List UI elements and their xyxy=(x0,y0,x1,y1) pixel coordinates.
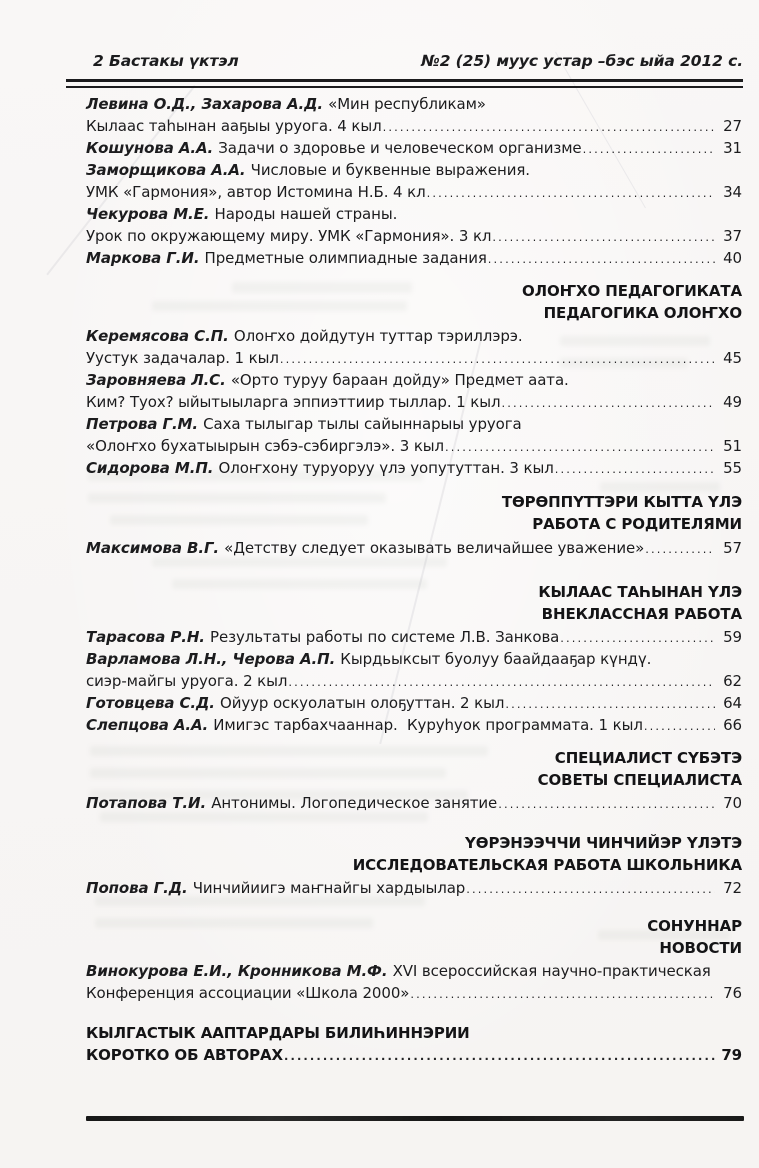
page-number: 34 xyxy=(723,183,742,201)
entry-title: Кылаас таһынан ааҕыы уруога. 4 кыл xyxy=(86,117,382,135)
page-number: 31 xyxy=(723,139,742,157)
section-title: ПЕДАГОГИКА ОЛОҤХО xyxy=(543,304,742,322)
section-title: СПЕЦИАЛИСТ СҮБЭТЭ xyxy=(554,749,742,767)
toc-entry-line xyxy=(86,347,742,369)
page-number: 70 xyxy=(723,794,742,812)
entry-title: Ким? Туох? ыйытыыларга эппиэттиир тыллар. 1 кыл xyxy=(86,393,501,411)
toc-entry xyxy=(86,413,742,457)
section-heading-line xyxy=(86,280,742,302)
dot-leader xyxy=(427,181,715,204)
entry-title: Уустук задачалар. 1 кыл xyxy=(86,349,279,367)
dot-leader xyxy=(501,391,715,414)
header-double-rule xyxy=(66,79,743,88)
toc-entry-line xyxy=(86,115,742,137)
toc-entry xyxy=(86,537,742,559)
dot-leader xyxy=(498,792,715,815)
author-name: Заровняева Л.С. xyxy=(86,371,231,389)
entry-title: Чинчийиигэ маҥнайгы хардыылар xyxy=(192,879,466,897)
dot-leader xyxy=(284,1044,715,1067)
entry-title: Конференция ассоциации «Школа 2000» xyxy=(86,984,410,1002)
page-number: 27 xyxy=(723,117,742,135)
dot-leader xyxy=(583,137,715,160)
author-name: Маркова Г.И. xyxy=(86,249,205,267)
dot-leader xyxy=(466,877,715,900)
entry-title: «Олоҥхо бухатыырын сэбэ-сэбиргэлэ». 3 кыл xyxy=(86,437,445,455)
entry-title: Олоҥхо дойдутун туттар тэриллэрэ. xyxy=(233,327,523,345)
dot-leader xyxy=(644,714,715,737)
dot-leader xyxy=(445,435,715,458)
page-number: 59 xyxy=(723,628,742,646)
page-number: 49 xyxy=(723,393,742,411)
author-name: Тарасова Р.Н. xyxy=(86,628,211,646)
author-name: Винокурова Е.И., Кронникова М.Ф. xyxy=(86,962,393,980)
toc-entry-line xyxy=(86,435,742,457)
author-name: Левина О.Д., Захарова А.Д. xyxy=(86,95,329,113)
author-name: Слепцова А.А. xyxy=(86,716,214,734)
section-heading xyxy=(86,747,742,791)
toc-entry xyxy=(86,457,742,479)
dot-leader xyxy=(505,692,715,715)
section-title: ҮӨРЭНЭЭЧЧИ ЧИНЧИЙЭР ҮЛЭТЭ xyxy=(465,834,742,852)
dot-leader xyxy=(288,670,715,693)
section-heading xyxy=(86,280,742,324)
section-title: ОЛОҤХО ПЕДАГОГИКАТА xyxy=(521,282,742,300)
page-number: 40 xyxy=(723,249,742,267)
toc-entry-line xyxy=(86,369,742,391)
toc-entry xyxy=(86,159,742,203)
toc-entry xyxy=(86,137,742,159)
entry-title: Предметные олимпиадные задания xyxy=(204,249,487,267)
author-name: Готовцева С.Д. xyxy=(86,694,220,712)
toc-entry xyxy=(86,325,742,369)
toc-entry xyxy=(86,369,742,413)
section-heading-line xyxy=(86,769,742,791)
section-heading-line xyxy=(86,854,742,876)
author-name: Керемясова С.П. xyxy=(86,327,234,345)
author-name: Попова Г.Д. xyxy=(86,879,193,897)
toc-entry xyxy=(86,792,742,814)
toc-entry-line xyxy=(86,247,742,269)
toc-entry-line xyxy=(86,692,742,714)
author-name: Максимова В.Г. xyxy=(86,539,225,557)
entry-title: сиэр-майгы уруога. 2 кыл xyxy=(86,672,288,690)
section-heading-line xyxy=(86,915,742,937)
entry-title: «Детству следует оказывать величайшее уважение» xyxy=(224,539,645,557)
entry-title: «Орто туруу бараан дойду» Предмет аата. xyxy=(230,371,569,389)
page-number: 66 xyxy=(723,716,742,734)
toc-entry xyxy=(86,93,742,137)
page-number: 76 xyxy=(723,984,742,1002)
author-name: Потапова Т.И. xyxy=(86,794,212,812)
section-heading-line xyxy=(86,513,742,535)
entry-title: Кырдьыксыт буолуу баайдааҕар күндү. xyxy=(340,650,652,668)
toc-entry xyxy=(86,247,742,269)
section-heading-line xyxy=(86,603,742,625)
section-title: ИССЛЕДОВАТЕЛЬСКАЯ РАБОТА ШКОЛЬНИКА xyxy=(352,856,742,874)
toc-entry-line xyxy=(86,159,742,181)
dot-leader xyxy=(410,982,715,1005)
toc-entry-line xyxy=(86,1022,742,1044)
toc-entry xyxy=(86,877,742,899)
running-head-issue-info: №2 (25) муус устар –бэс ыйа 2012 с. xyxy=(421,52,743,70)
section-heading-line xyxy=(86,832,742,854)
entry-title: КОРОТКО ОБ АВТОРАХ xyxy=(86,1046,284,1064)
entry-title: Задачи о здоровье и человеческом организме xyxy=(218,139,582,157)
section-heading xyxy=(86,491,742,535)
entry-title: КЫЛГАСТЫК ААПТАРДАРЫ БИЛИҺИННЭРИИ xyxy=(86,1024,470,1042)
section-heading-line xyxy=(86,937,742,959)
dot-leader xyxy=(555,457,715,480)
section-title: СОВЕТЫ СПЕЦИАЛИСТА xyxy=(537,771,742,789)
toc-entry-line xyxy=(86,1044,742,1066)
entry-title: Имигэс тарбахчааннар. Куруһуок программата. 1 кыл xyxy=(213,716,643,734)
footer-rule xyxy=(86,1116,744,1121)
toc-entry-line xyxy=(86,792,742,814)
dot-leader xyxy=(492,225,715,248)
toc-entry-line xyxy=(86,960,742,982)
toc-entry-line xyxy=(86,670,742,692)
dot-leader xyxy=(383,115,715,138)
toc-entry-line xyxy=(86,714,742,736)
entry-title: XVI всероссийская научно-практическая xyxy=(392,962,711,980)
toc-entry xyxy=(86,1022,742,1066)
toc-entry-line xyxy=(86,391,742,413)
dot-leader xyxy=(560,626,715,649)
toc-entry-line xyxy=(86,413,742,435)
toc-entry-line xyxy=(86,137,742,159)
toc-entry xyxy=(86,626,742,648)
author-name: Петрова Г.М. xyxy=(86,415,204,433)
entry-title: Результаты работы по системе Л.В. Занкова xyxy=(210,628,560,646)
entry-title: Урок по окружающему миру. УМК «Гармония». 3 кл xyxy=(86,227,492,245)
toc-entry xyxy=(86,960,742,1004)
toc-entry xyxy=(86,648,742,692)
section-title: НОВОСТИ xyxy=(659,939,742,957)
entry-title: «Мин республикам» xyxy=(328,95,486,113)
author-name: Кошунова А.А. xyxy=(86,139,219,157)
section-heading xyxy=(86,581,742,625)
page-number: 57 xyxy=(723,539,742,557)
page-number: 72 xyxy=(723,879,742,897)
toc-entry-line xyxy=(86,325,742,347)
entry-title: Числовые и буквенные выражения. xyxy=(250,161,530,179)
toc-entry xyxy=(86,714,742,736)
dot-leader xyxy=(488,247,715,270)
entry-title: Олоҥхону туруоруу үлэ уопутуттан. 3 кыл xyxy=(218,459,554,477)
toc-entry-line xyxy=(86,203,742,225)
page-number: 51 xyxy=(723,437,742,455)
section-title: РАБОТА С РОДИТЕЛЯМИ xyxy=(532,515,742,533)
section-heading-line xyxy=(86,581,742,603)
page-number: 55 xyxy=(723,459,742,477)
running-head xyxy=(68,52,743,70)
running-head-section-title: 2 Бастакы үктэл xyxy=(93,52,239,70)
page-number: 45 xyxy=(723,349,742,367)
entry-title: Народы нашей страны. xyxy=(214,205,398,223)
toc-entry-line xyxy=(86,648,742,670)
toc-entry-line xyxy=(86,537,742,559)
section-heading-line xyxy=(86,302,742,324)
toc-entry xyxy=(86,692,742,714)
toc-entry-line xyxy=(86,982,742,1004)
dot-leader xyxy=(645,537,715,560)
page-number: 62 xyxy=(723,672,742,690)
section-title: КЫЛААС ТАҺЫНАН ҮЛЭ xyxy=(538,583,742,601)
page-number: 79 xyxy=(721,1046,742,1064)
entry-title: Антонимы. Логопедическое занятие xyxy=(211,794,498,812)
toc-entry-line xyxy=(86,626,742,648)
author-name: Варламова Л.Н., Черова А.П. xyxy=(86,650,341,668)
dot-leader xyxy=(280,347,715,370)
table-of-contents xyxy=(86,93,742,1066)
section-heading xyxy=(86,915,742,959)
entry-title: Ойуур оскуолатын олоҕуттан. 2 кыл xyxy=(219,694,505,712)
author-name: Чекурова М.Е. xyxy=(86,205,215,223)
section-heading xyxy=(86,832,742,876)
page-number: 37 xyxy=(723,227,742,245)
author-name: Заморщикова А.А. xyxy=(86,161,251,179)
section-heading-line xyxy=(86,747,742,769)
toc-entry-line xyxy=(86,181,742,203)
section-title: ТӨРӨППҮТТЭРИ КЫТТА ҮЛЭ xyxy=(501,493,742,511)
section-title: ВНЕКЛАССНАЯ РАБОТА xyxy=(541,605,742,623)
entry-title: УМК «Гармония», автор Истомина Н.Б. 4 кл xyxy=(86,183,426,201)
toc-entry-line xyxy=(86,457,742,479)
author-name: Сидорова М.П. xyxy=(86,459,219,477)
toc-entry xyxy=(86,203,742,247)
toc-entry-line xyxy=(86,225,742,247)
page-number: 64 xyxy=(723,694,742,712)
toc-entry-line xyxy=(86,93,742,115)
entry-title: Саха тылыгар тылы сайыннарыы уруога xyxy=(203,415,522,433)
section-heading-line xyxy=(86,491,742,513)
section-title: СОНУННАР xyxy=(647,917,742,935)
toc-entry-line xyxy=(86,877,742,899)
